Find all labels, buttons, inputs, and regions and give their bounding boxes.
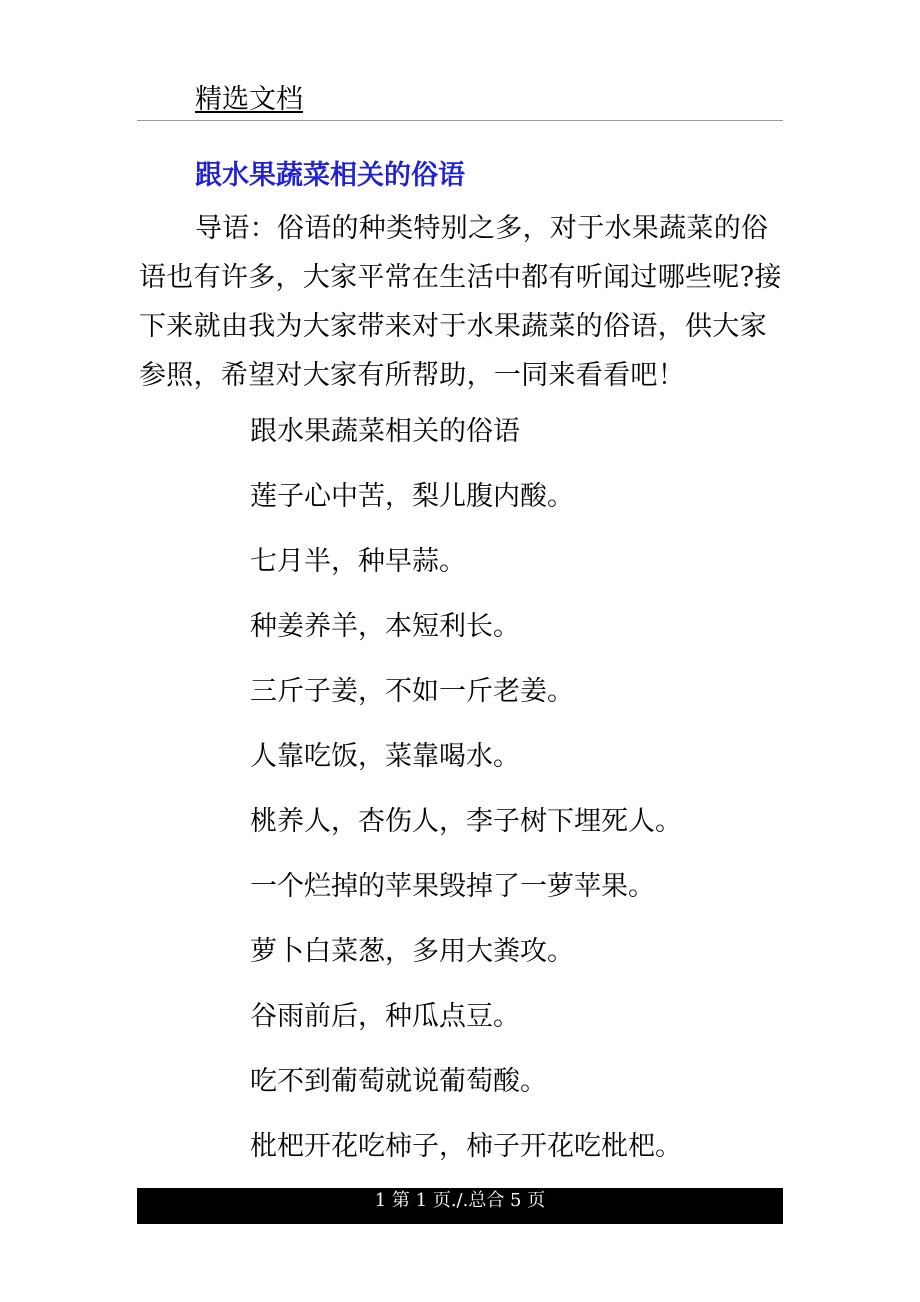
list-item: 种姜养羊，本短利长。 <box>250 611 520 642</box>
list-item: 人靠吃饭，菜靠喝水。 <box>250 741 520 772</box>
intro-paragraph: 导语：俗语的种类特别之多，对于水果蔬菜的俗语也有许多，大家平常在生活中都有听闻过哪些呢?接下来就由我为大家带来对于水果蔬菜的俗语，供大家参照，希望对大家有所帮助，一同来看看吧！ <box>139 213 782 391</box>
list-item: 桃养人，杏伤人，李子树下埋死人。 <box>250 806 682 837</box>
list-item: 吃不到葡萄就说葡萄酸。 <box>250 1066 547 1097</box>
proverb-list <box>250 412 770 1192</box>
list-item: 跟水果蔬菜相关的俗语 <box>250 416 520 447</box>
list-item: 七月半，种早蒜。 <box>250 546 466 577</box>
list-item: 枇杷开花吃柿子，柿子开花吃枇杷。 <box>250 1131 682 1162</box>
list-item: 萝卜白菜葱，多用大粪攻。 <box>250 936 574 967</box>
list-item: 三斤子姜，不如一斤老姜。 <box>250 676 574 707</box>
list-item: 一个烂掉的苹果毁掉了一萝苹果。 <box>250 871 655 902</box>
page-indicator: 1 第 1 页./.总合 5 页 <box>374 1190 546 1211</box>
list-item: 莲子心中苦，梨儿腹内酸。 <box>250 481 574 512</box>
list-item: 谷雨前后，种瓜点豆。 <box>250 1001 520 1032</box>
header-label: 精选文档 <box>195 84 303 115</box>
header-divider <box>137 120 783 121</box>
document-title: 跟水果蔬菜相关的俗语 <box>195 160 465 191</box>
footer-bar <box>137 1188 783 1224</box>
